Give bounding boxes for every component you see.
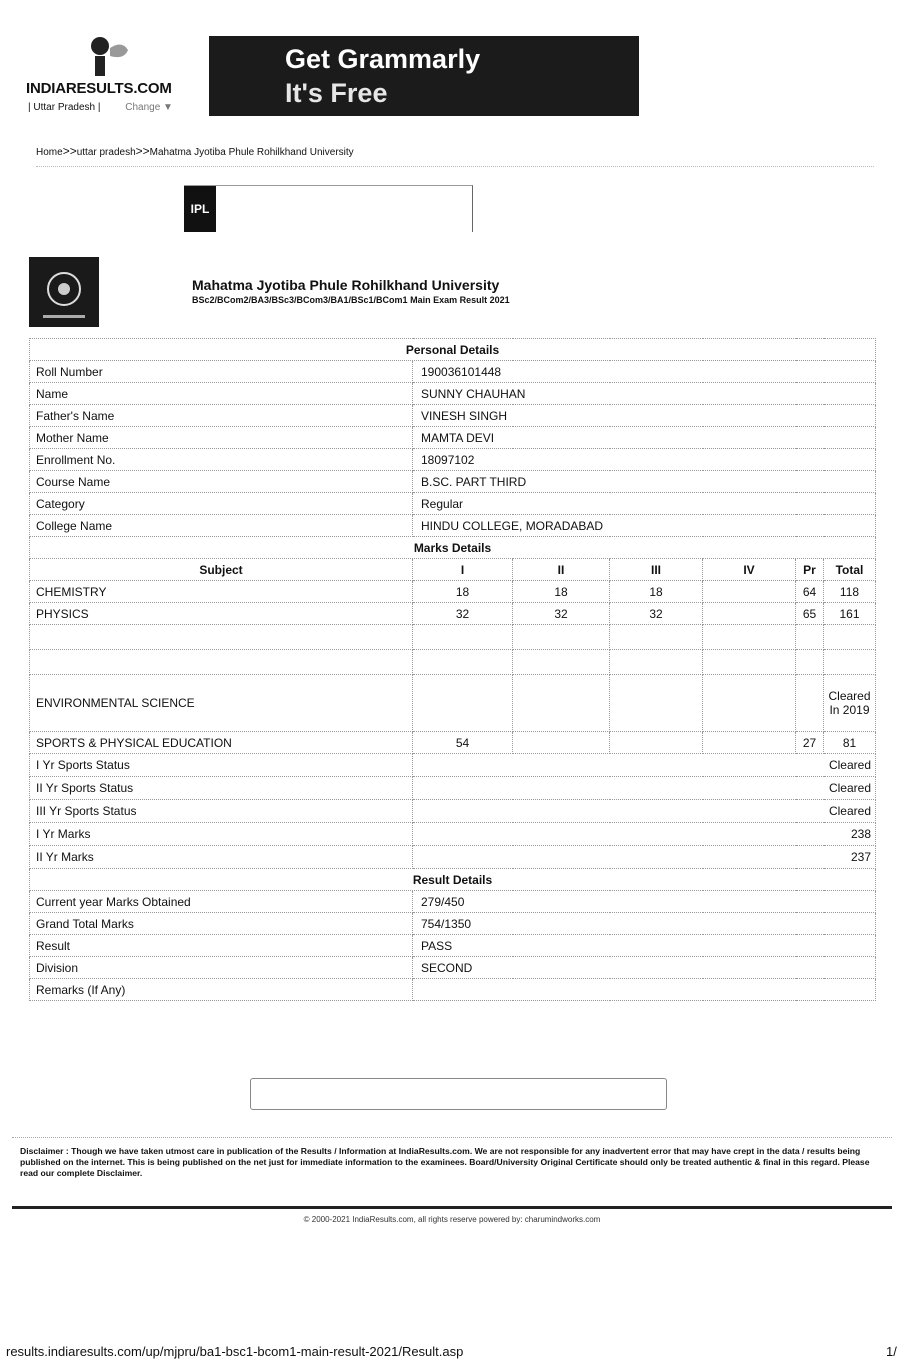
field-label: Result	[30, 935, 413, 957]
print-page-number: 1/	[886, 1344, 897, 1359]
result-table-body	[30, 339, 876, 1001]
field-label: Roll Number	[30, 361, 413, 383]
field-value: 190036101448	[413, 361, 876, 383]
status-label: III Yr Sports Status	[30, 800, 413, 823]
subject-name	[30, 625, 413, 650]
subject-mark: 18	[513, 581, 610, 603]
personal-details-heading: Personal Details	[30, 339, 876, 361]
change-state-link[interactable]: Change ▼	[125, 102, 173, 113]
subject-mark	[824, 625, 876, 650]
subject-mark: 54	[413, 732, 513, 754]
field-label: Father's Name	[30, 405, 413, 427]
subject-mark	[513, 650, 610, 675]
subject-name: ENVIRONMENTAL SCIENCE	[30, 675, 413, 732]
table-row	[30, 427, 876, 449]
field-value: PASS	[413, 935, 876, 957]
table-row	[30, 405, 876, 427]
field-value: 18097102	[413, 449, 876, 471]
subject-row	[30, 732, 876, 754]
subject-mark: 18	[413, 581, 513, 603]
footer-divider	[12, 1206, 892, 1209]
ipl-ad-frame[interactable]	[184, 185, 473, 232]
subject-mark	[796, 650, 824, 675]
breadcrumb-university: Mahatma Jyotiba Phule Rohilkhand University	[149, 147, 354, 158]
subject-row	[30, 581, 876, 603]
subject-mark	[796, 675, 824, 732]
subject-name: SPORTS & PHYSICAL EDUCATION	[30, 732, 413, 754]
table-row	[30, 979, 876, 1001]
status-value: Cleared	[413, 777, 876, 800]
breadcrumb-home[interactable]: Home	[36, 147, 63, 158]
subject-mark	[513, 732, 610, 754]
status-value: 237	[413, 846, 876, 869]
ad-subline: It's Free	[285, 78, 388, 108]
field-value: MAMTA DEVI	[413, 427, 876, 449]
subject-mark: Cleared In 2019	[824, 675, 876, 732]
table-row	[30, 471, 876, 493]
column-header: III	[610, 559, 703, 581]
divider	[12, 1137, 892, 1138]
disclaimer-text: Disclaimer : Though we have taken utmost care in publication of the Results / Information at IndiaResults.com. We are not responsible for any inadvertent error that may have crept in the data / results being published on the internet. This is being published on the net just for immediate information to the examinees. Board/University Original Certificate should only be treated authentic & final in this regard. Please read our complete Disclaimer.	[20, 1146, 870, 1178]
table-row	[30, 935, 876, 957]
subject-name: PHYSICS	[30, 603, 413, 625]
column-header: Total	[824, 559, 876, 581]
field-label: Remarks (If Any)	[30, 979, 413, 1001]
column-header: Subject	[30, 559, 413, 581]
field-label: Course Name	[30, 471, 413, 493]
subject-mark: 65	[796, 603, 824, 625]
subject-mark	[703, 675, 796, 732]
marks-header-row	[30, 559, 876, 581]
subject-mark	[513, 625, 610, 650]
status-label: II Yr Marks	[30, 846, 413, 869]
status-row	[30, 754, 876, 777]
field-label: College Name	[30, 515, 413, 537]
subject-mark: 64	[796, 581, 824, 603]
field-value: HINDU COLLEGE, MORADABAD	[413, 515, 876, 537]
status-row	[30, 823, 876, 846]
subject-mark	[610, 732, 703, 754]
university-seal	[29, 257, 99, 327]
status-row	[30, 846, 876, 869]
print-footer-url: results.indiaresults.com/up/mjpru/ba1-bsc1-bcom1-main-result-2021/Result.asp	[6, 1344, 464, 1359]
field-value: SUNNY CHAUHAN	[413, 383, 876, 405]
subject-mark	[610, 625, 703, 650]
column-header: IV	[703, 559, 796, 581]
column-header: I	[413, 559, 513, 581]
status-value: Cleared	[413, 754, 876, 777]
table-row	[30, 383, 876, 405]
breadcrumb	[36, 144, 354, 158]
breadcrumb-separator: >>	[62, 144, 77, 158]
subject-row	[30, 625, 876, 650]
subject-mark	[824, 650, 876, 675]
subject-name: CHEMISTRY	[30, 581, 413, 603]
field-label: Name	[30, 383, 413, 405]
column-header: Pr	[796, 559, 824, 581]
site-logo-text: INDIARESULTS.COM	[26, 80, 172, 97]
marks-details-heading: Marks Details	[30, 537, 876, 559]
subject-row	[30, 650, 876, 675]
subject-row	[30, 603, 876, 625]
field-value: B.SC. PART THIRD	[413, 471, 876, 493]
field-value: SECOND	[413, 957, 876, 979]
result-table	[29, 338, 876, 1001]
subject-mark	[703, 650, 796, 675]
subject-mark	[513, 675, 610, 732]
subject-mark: 118	[824, 581, 876, 603]
subject-mark: 18	[610, 581, 703, 603]
subject-mark: 27	[796, 732, 824, 754]
field-value: VINESH SINGH	[413, 405, 876, 427]
field-label: Enrollment No.	[30, 449, 413, 471]
subject-mark	[703, 625, 796, 650]
grammarly-ad-banner[interactable]	[209, 36, 639, 116]
result-details-heading: Result Details	[30, 869, 876, 891]
field-label: Division	[30, 957, 413, 979]
status-label: I Yr Marks	[30, 823, 413, 846]
subject-mark: 81	[824, 732, 876, 754]
university-emblem-icon	[29, 257, 99, 327]
subject-mark	[703, 581, 796, 603]
table-row	[30, 361, 876, 383]
state-label: | Uttar Pradesh |	[28, 102, 101, 113]
breadcrumb-state[interactable]: uttar pradesh	[76, 147, 136, 158]
column-header: II	[513, 559, 610, 581]
ipl-logo: IPL	[184, 186, 216, 232]
table-row	[30, 913, 876, 935]
table-row	[30, 493, 876, 515]
section-header-row	[30, 339, 876, 361]
subject-mark: 32	[413, 603, 513, 625]
subject-mark: 32	[610, 603, 703, 625]
divider	[36, 166, 874, 167]
subject-mark: 32	[513, 603, 610, 625]
field-value: Regular	[413, 493, 876, 515]
indiaresults-logo-icon	[84, 34, 130, 78]
copyright-text: © 2000-2021 IndiaResults.com, all rights reserve powered by: charumindworks.com	[303, 1215, 601, 1224]
field-value: 279/450	[413, 891, 876, 913]
subject-mark	[703, 732, 796, 754]
subject-mark	[610, 675, 703, 732]
status-label: I Yr Sports Status	[30, 754, 413, 777]
subject-mark	[796, 625, 824, 650]
subject-mark	[413, 675, 513, 732]
subject-name	[30, 650, 413, 675]
table-row	[30, 957, 876, 979]
status-row	[30, 777, 876, 800]
section-header-row	[30, 869, 876, 891]
ad-headline: Get Grammarly	[285, 44, 481, 74]
subject-mark: 161	[824, 603, 876, 625]
table-row	[30, 449, 876, 471]
field-value: 754/1350	[413, 913, 876, 935]
university-name: Mahatma Jyotiba Phule Rohilkhand University	[192, 277, 500, 293]
exam-title: BSc2/BCom2/BA3/BSc3/BCom3/BA1/BSc1/BCom1 Main Exam Result 2021	[192, 295, 510, 305]
section-header-row	[30, 537, 876, 559]
table-row	[30, 515, 876, 537]
subject-mark	[610, 650, 703, 675]
field-label: Grand Total Marks	[30, 913, 413, 935]
breadcrumb-separator: >>	[135, 144, 150, 158]
status-value: 238	[413, 823, 876, 846]
status-row	[30, 800, 876, 823]
subject-mark	[413, 650, 513, 675]
subject-mark	[703, 603, 796, 625]
field-label: Current year Marks Obtained	[30, 891, 413, 913]
table-row	[30, 891, 876, 913]
subject-mark	[413, 625, 513, 650]
field-value	[413, 979, 876, 1001]
field-label: Mother Name	[30, 427, 413, 449]
status-value: Cleared	[413, 800, 876, 823]
subject-row	[30, 675, 876, 732]
state-selector	[28, 102, 173, 113]
status-label: II Yr Sports Status	[30, 777, 413, 800]
ad-placeholder-box	[250, 1078, 667, 1110]
field-label: Category	[30, 493, 413, 515]
